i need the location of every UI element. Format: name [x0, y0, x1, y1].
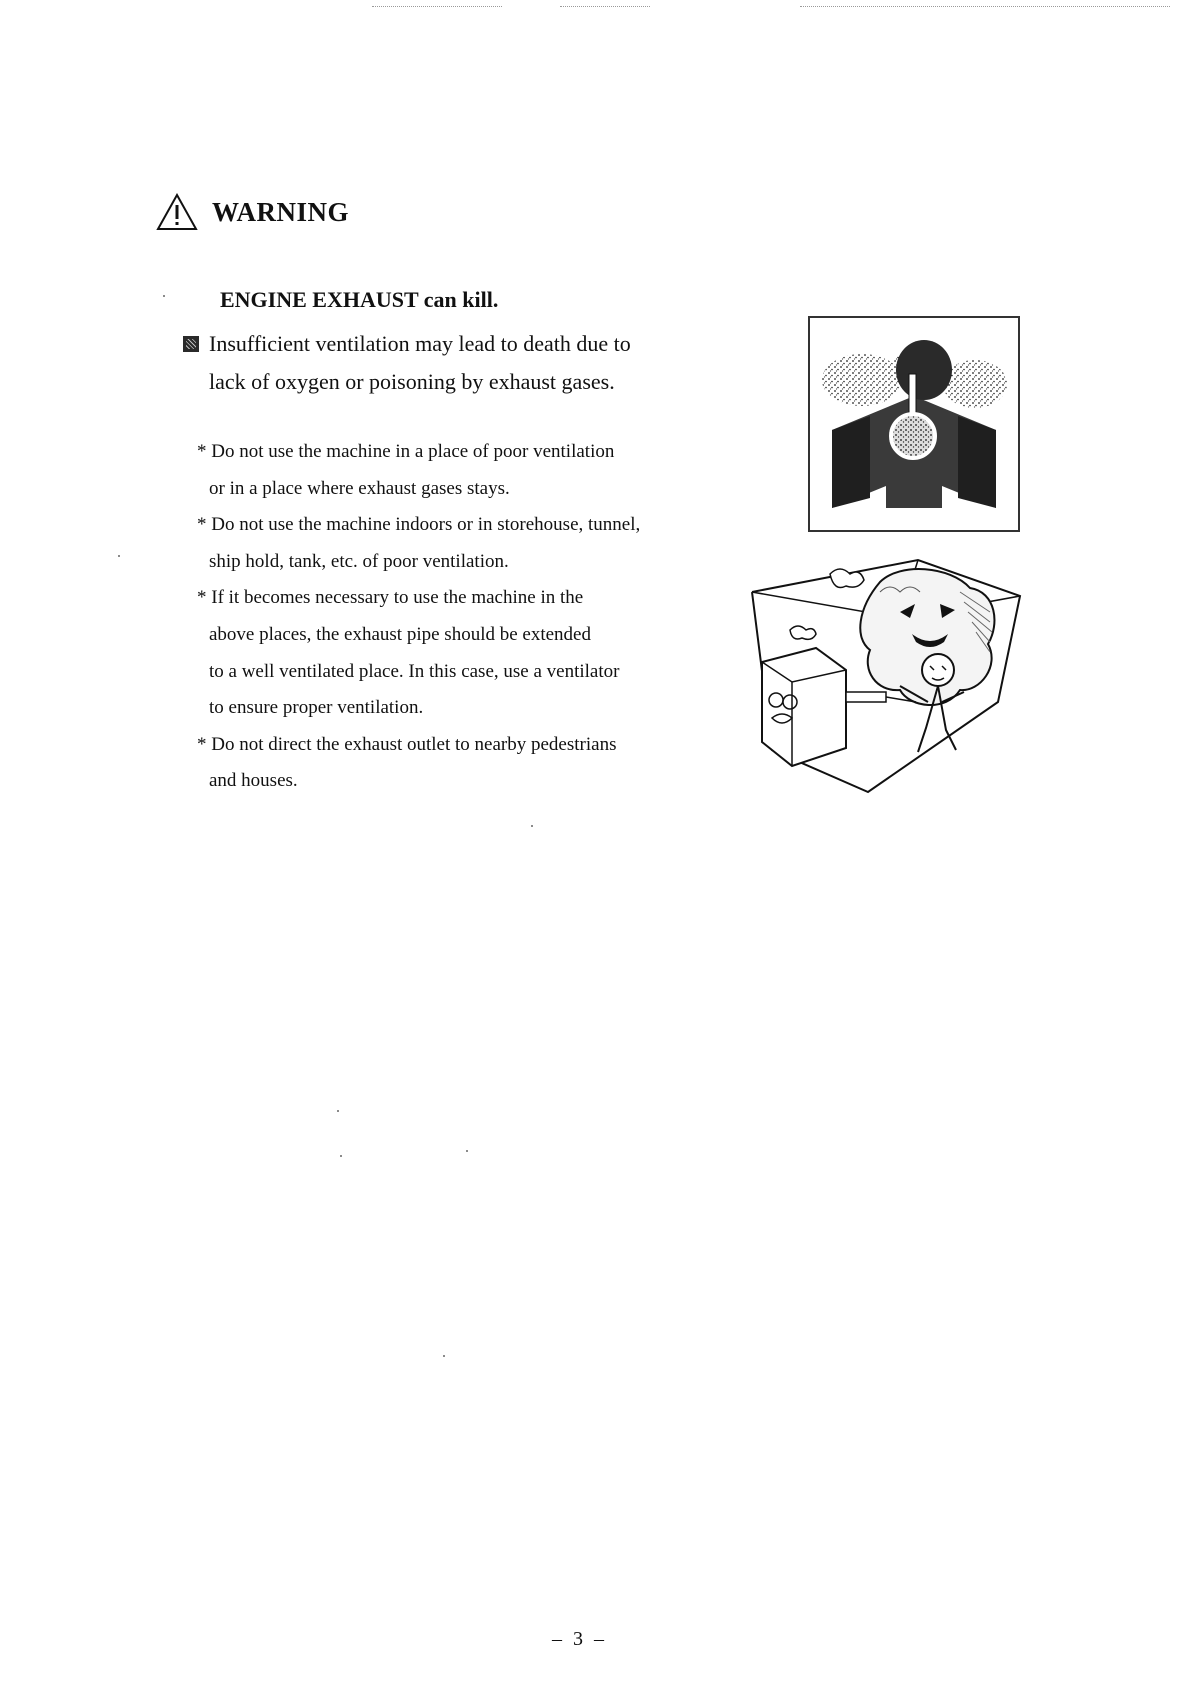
precaution-line: * Do not use the machine in a place of poor ventilation — [197, 441, 615, 462]
precaution-list — [197, 434, 777, 800]
precaution-line: * If it becomes necessary to use the machine in the — [197, 587, 584, 609]
scan-speck — [340, 1155, 342, 1157]
page-number: – 3 – — [552, 1628, 607, 1650]
scan-speck — [466, 1150, 468, 1152]
scan-artifact — [560, 6, 650, 9]
hazard-statement — [183, 325, 743, 401]
precaution-line: to ensure proper ventilation. — [209, 697, 424, 719]
scan-speck — [337, 1110, 339, 1112]
scan-artifact — [800, 6, 1170, 9]
warning-triangle-icon — [156, 193, 198, 231]
exhaust-hazard-pictogram-icon — [810, 318, 1018, 530]
section-subheading: ENGINE EXHAUST can kill. — [220, 287, 499, 312]
warning-header — [156, 193, 349, 231]
scan-speck — [443, 1355, 445, 1357]
precaution-item — [197, 580, 777, 726]
scan-speck — [118, 555, 120, 557]
precaution-line: and houses. — [209, 770, 298, 792]
precaution-line: or in a place where exhaust gases stays. — [209, 477, 510, 499]
exhaust-hazard-pictogram — [808, 316, 1020, 532]
indoor-exhaust-hazard-cartoon — [750, 552, 1050, 800]
precaution-line: to a well ventilated place. In this case, use a ventilator — [209, 660, 620, 682]
precaution-line: ship hold, tank, etc. of poor ventilation. — [209, 550, 509, 572]
precaution-item — [197, 507, 777, 580]
scan-speck — [163, 295, 165, 297]
hazard-line-2: lack of oxygen or poisoning by exhaust gases. — [209, 369, 615, 394]
precaution-item — [197, 727, 777, 800]
square-bullet-icon — [183, 336, 199, 352]
precaution-line: above places, the exhaust pipe should be extended — [209, 623, 591, 645]
hazard-line-1: Insufficient ventilation may lead to death due to — [209, 331, 631, 356]
scan-artifact — [372, 6, 502, 9]
warning-title: WARNING — [212, 196, 350, 227]
scan-speck — [531, 825, 533, 827]
precaution-line: * Do not use the machine indoors or in storehouse, tunnel, — [197, 514, 641, 536]
precaution-line: * Do not direct the exhaust outlet to nearby pedestrians — [197, 733, 617, 755]
precaution-item — [197, 434, 777, 507]
